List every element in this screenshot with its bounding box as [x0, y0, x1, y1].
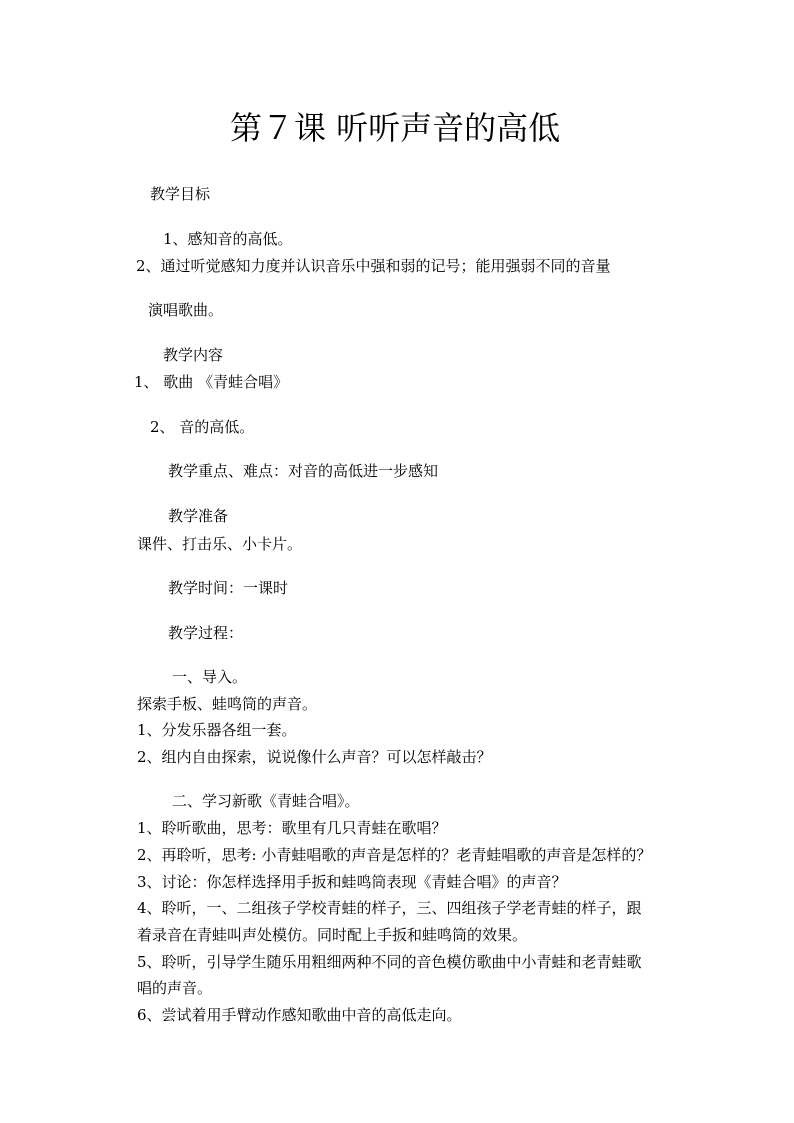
song-item-continued: 唱的声音。 [137, 979, 213, 997]
intro-item: 探索手板、蛙鸣筒的声音。 [137, 695, 318, 713]
objectives-heading: 教学目标 [150, 185, 211, 203]
prep-text: 课件、打击乐、小卡片。 [137, 535, 303, 553]
song-item: 5、聆听，引导学生随乐用粗细两种不同的音色模仿歌曲中小青蛙和老青蛙歌 [137, 953, 642, 971]
prep-heading: 教学准备 [168, 507, 229, 525]
song-item: 6、尝试着用手臂动作感知歌曲中音的高低走向。 [137, 1006, 462, 1024]
song-item: 1、聆听歌曲，思考：歌里有几只青蛙在歌唱？ [137, 819, 447, 837]
intro-heading: 一、导入。 [172, 668, 248, 686]
objective-item-2-continued: 演唱歌曲。 [148, 301, 224, 319]
objective-item-2: 2、通过听觉感知力度并认识音乐中强和弱的记号；能用强弱不同的音量 [136, 257, 611, 275]
page-title: 第７课 听听声音的高低 [230, 109, 561, 147]
key-points: 教学重点、难点：对音的高低进一步感知 [168, 462, 439, 480]
song-item-continued: 着录音在青蛙叫声处模仿。同时配上手扳和蛙鸣筒的效果。 [137, 926, 528, 944]
content-heading: 教学内容 [163, 346, 224, 364]
objective-item-1: 1、感知音的高低。 [163, 230, 293, 248]
process-heading: 教学过程： [168, 624, 244, 642]
song-heading: 二、学习新歌《青蛙合唱》。 [172, 792, 360, 810]
content-item-1: 1、 歌曲 《青蛙合唱》 [134, 373, 289, 391]
song-item: 3、讨论：你怎样选择用手扳和蛙鸣筒表现《青蛙合唱》的声音？ [137, 873, 567, 891]
intro-item: 2、组内自由探索，说说像什么声音？可以怎样敲击？ [137, 748, 492, 766]
teaching-time: 教学时间：一课时 [168, 579, 289, 597]
intro-item: 1、分发乐器各组一套。 [137, 721, 297, 739]
song-item: 2、再聆听，思考: 小青蛙唱歌的声音是怎样的？老青蛙唱歌的声音是怎样的？ [137, 846, 652, 864]
song-item: 4、聆听，一、二组孩子学校青蛙的样子，三、四组孩子学老青蛙的样子，跟 [137, 899, 642, 917]
content-item-2: 2、 音的高低。 [150, 418, 255, 436]
